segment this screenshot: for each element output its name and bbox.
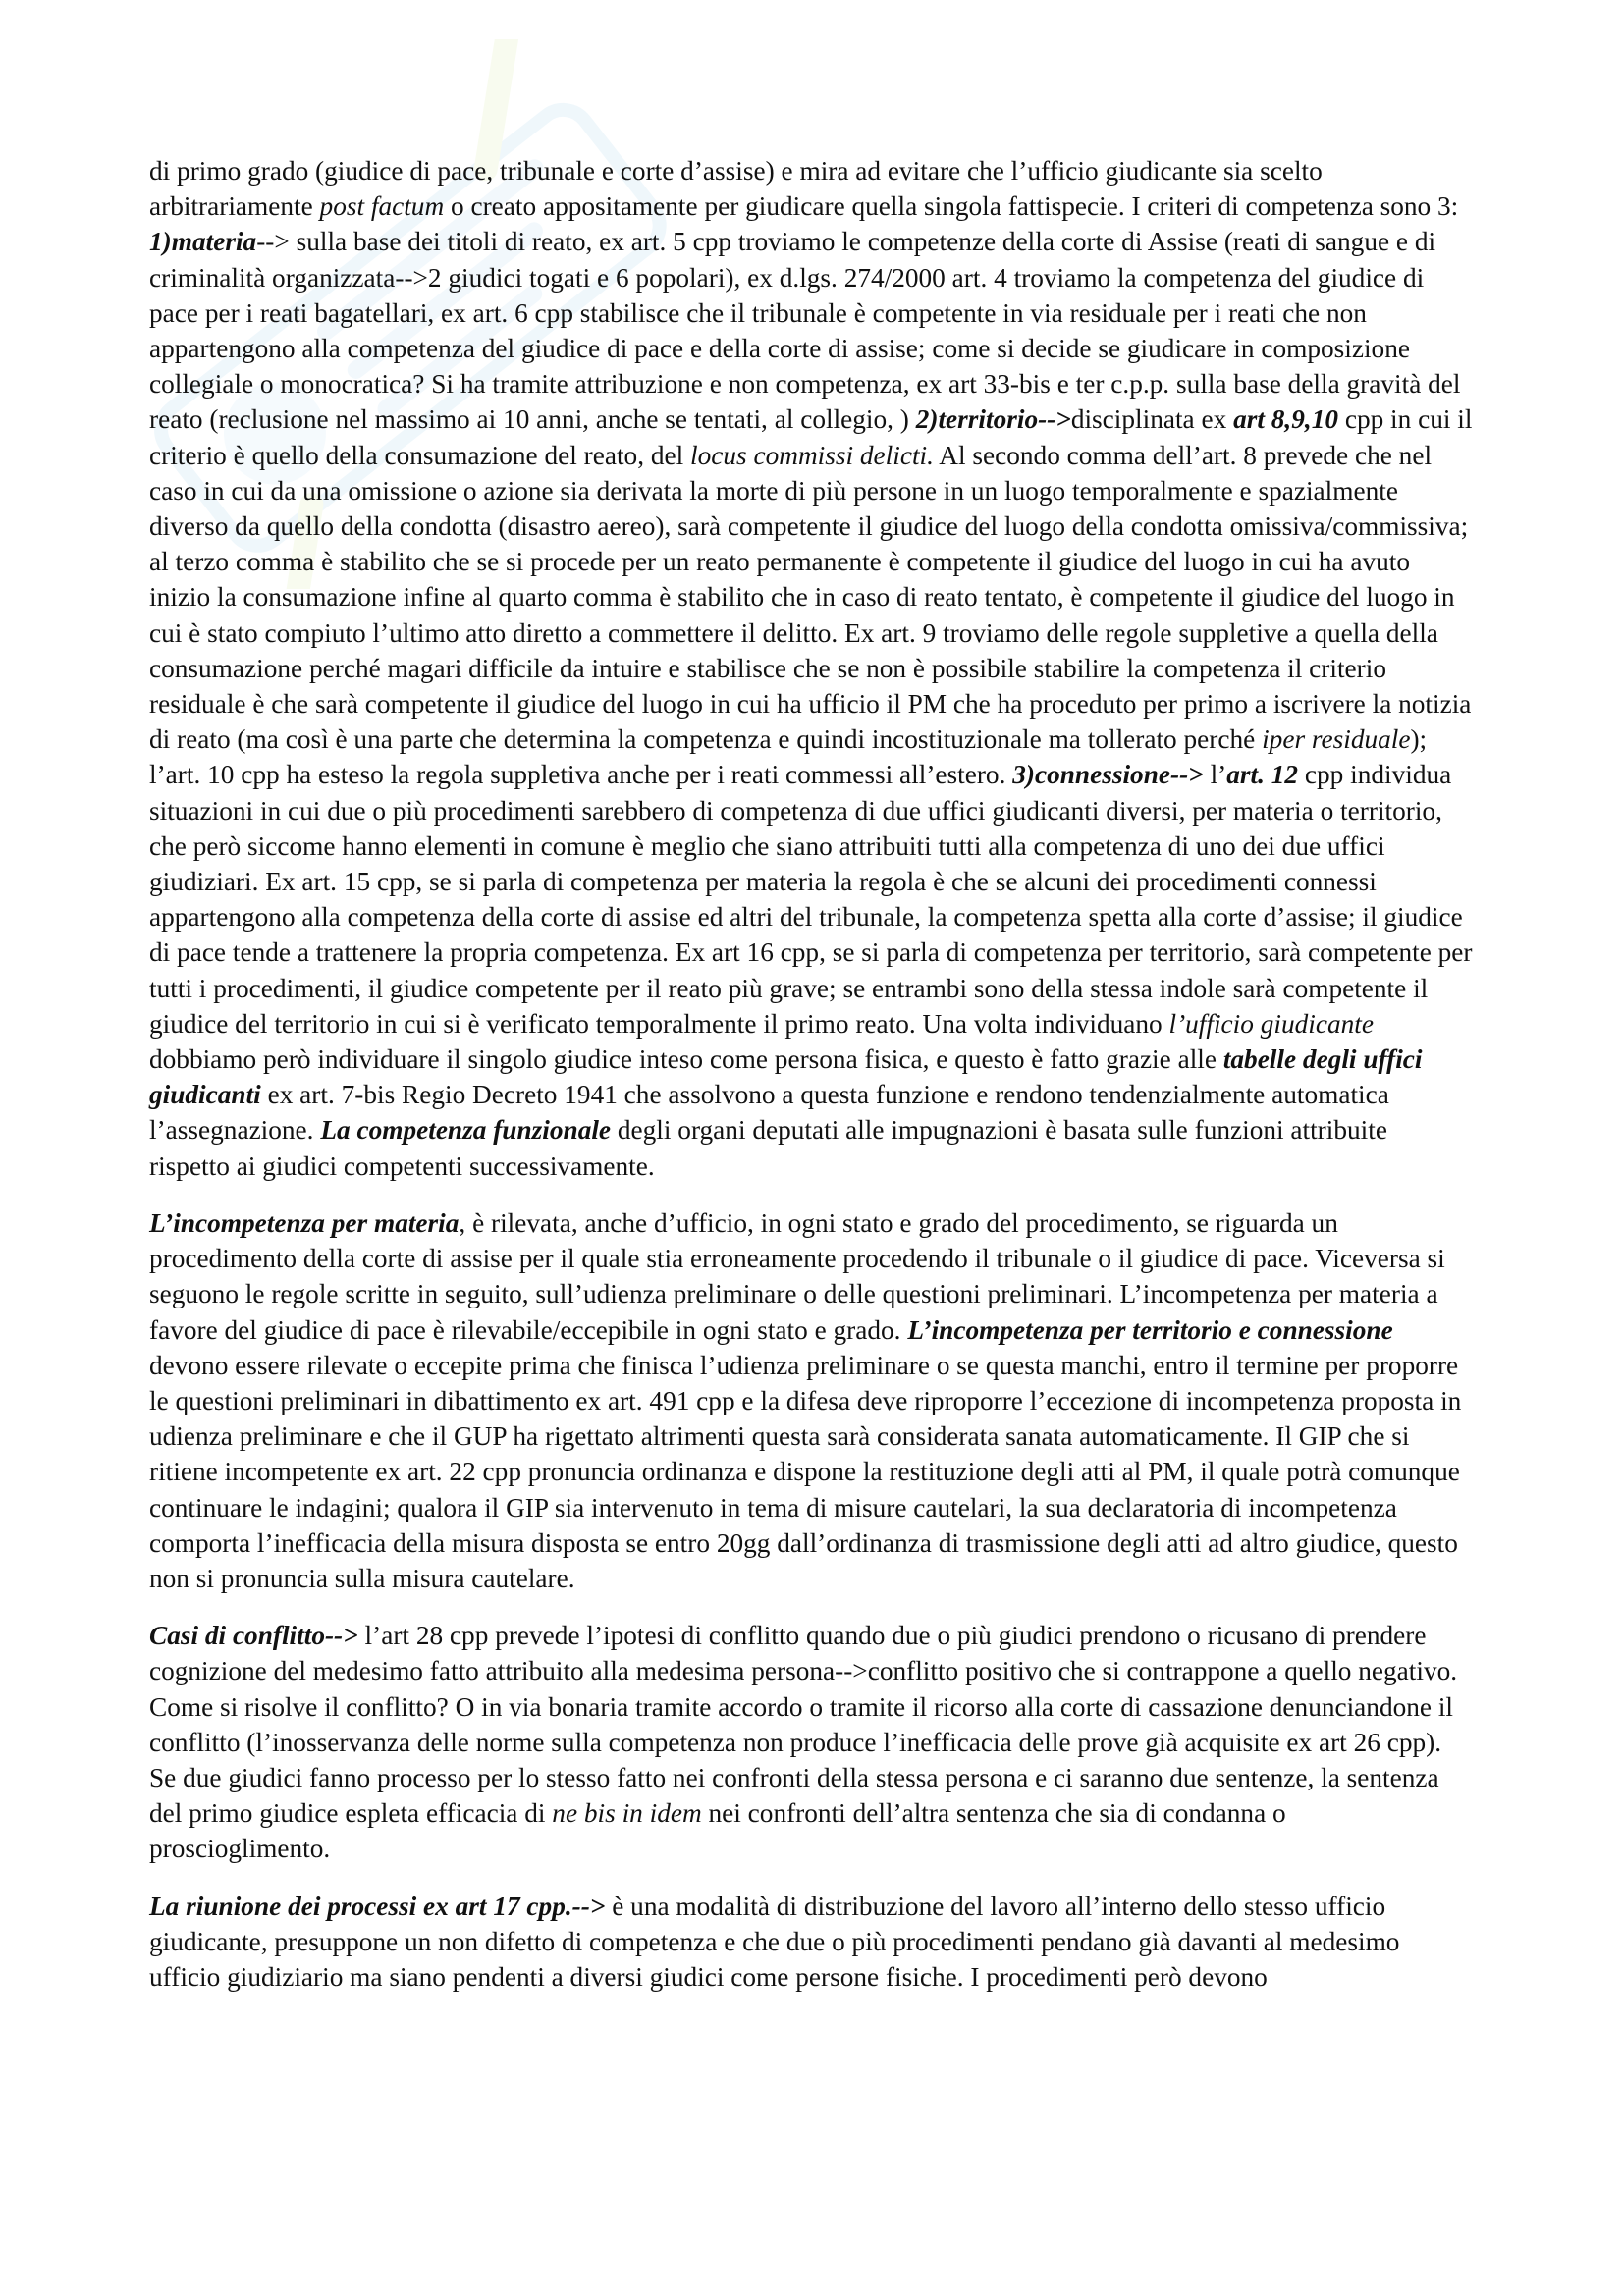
emphasis-bold-italic: La riunione dei processi ex art 17 cpp.--> (149, 1891, 606, 1921)
emphasis-bold-italic: 2)territorio--> (915, 404, 1071, 435)
paragraph-riunione (149, 1889, 1473, 1996)
text-run: ex art. 7-bis Regio Decreto 1941 che assolvono a questa funzione e rendono tendenzialmente automatica l’assegnazione. (149, 1080, 1389, 1146)
emphasis-bold-italic: L’incompetenza per territorio e connessione (907, 1314, 1393, 1345)
text-run: l’ (1210, 760, 1227, 790)
paragraph-incompetenza (149, 1205, 1473, 1596)
emphasis-italic: ne bis in idem (552, 1798, 702, 1829)
text-run: cpp individua situazioni in cui due o più procedimenti sarebbero di competenza di due uffici giudicanti diversi, per materia o territorio, che però siccome hanno elementi in comune è meglio che siano attribuiti tutti alla competenza di uno dei due uffici giudiziari. Ex art. 15 cpp, se si parla di competenza per materia la regola è che se alcuni dei procedimenti connessi appartengono alla competenza della corte di assise ed altri del tribunale, la competenza spetta alla corte d’assise; il giudice di pace tende a trattenere la propria competenza. Ex art 16 cpp, se si parla di competenza per territorio, sarà competente per tutti i procedimenti, il giudice competente per il reato più grave; se entrambi sono della stessa indole sarà competente il giudice del territorio in cui si è verificato temporalmente il primo reato. Una volta individuano (149, 760, 1473, 1039)
text-run: dobbiamo però individuare il singolo giudice inteso come persona fisica, e questo è fatto grazie alle (149, 1044, 1223, 1075)
emphasis-bold-italic: art 8,9,10 (1233, 404, 1338, 435)
text-run: disciplinata ex (1070, 404, 1234, 435)
text-run: è una modalità di distribuzione del lavoro all’interno dello stesso ufficio giudicante, presuppone un non difetto di competenza e che due o più procedimenti pendano già davanti al medesimo ufficio giudiziario ma siano pendenti a diversi giudici come persone fisiche. I procedimenti però devono (149, 1891, 1400, 1992)
emphasis-bold-italic: La competenza funzionale (320, 1115, 612, 1146)
emphasis-italic: post factum (319, 191, 445, 222)
emphasis-bold-italic: 3)connessione--> (1012, 760, 1211, 790)
text-run: o creato appositamente per giudicare quella singola fattispecie. I criteri di competenza sono 3: (444, 191, 1459, 222)
paragraph-conflitto (149, 1618, 1473, 1866)
text-run: Al secondo comma dell’art. 8 prevede che nel caso in cui da una omissione o azione sia derivata la morte di più persone in un luogo temporalmente e spazialmente diverso da quello della condotta (disastro aereo), sarà competente il giudice del luogo della condotta omissiva/commissiva; al terzo comma è stabilito che se si procede per un reato permanente è competente il giudice del luogo in cui ha avuto inizio la consumazione infine al quarto comma è stabilito che in caso di reato tentato, è competente il giudice del luogo in cui è stato compiuto l’ultimo atto diretto a commettere il delitto. Ex art. 9 troviamo delle regole suppletive a quella della consumazione perché magari difficile da intuire e stabilisce che se non è possibile stabilire la competenza il criterio residuale è che sarà competente il giudice del luogo in cui ha ufficio il PM che ha proceduto per primo a iscrivere la notizia di reato (ma così è una parte che determina la competenza e quindi incostituzionale ma tollerato perché (149, 440, 1472, 755)
text-run: di primo grado (giudice di pace, tribunale e corte d’assise) e mira ad evitare che l’ufficio giudicante sia scelto arbitrariamente (149, 156, 1323, 222)
emphasis-italic: l’ufficio giudicante (1168, 1008, 1374, 1039)
emphasis-bold-italic: L’incompetenza per materia (149, 1207, 460, 1238)
text-run: devono essere rilevate o eccepite prima che finisca l’udienza preliminare o se questa manchi, entro il termine per proporre le questioni preliminari in dibattimento ex art. 491 cpp e la difesa deve riproporre l’eccezione di incompetenza proposta in udienza preliminare e che il GUP ha rigettato altrimenti questa sarà considerata sanata automaticamente. Il GIP che si ritiene incompetente ex art. 22 cpp pronuncia ordinanza e dispone la restituzione degli atti al PM, il quale potrà comunque continuare le indagini; qualora il GIP sia intervenuto in tema di misure cautelari, la sua declaratoria di incompetenza comporta l’inefficacia della misura disposta se entro 20gg dall’ordinanza di trasmissione degli atti ad altro giudice, questo non si pronuncia sulla misura cautelare. (149, 1350, 1462, 1593)
text-run: cpp in cui il criterio è quello della consumazione del reato, del (149, 404, 1473, 470)
document-body (149, 153, 1473, 1995)
emphasis-bold-italic: art. 12 (1226, 760, 1299, 790)
paragraph-competenza (149, 153, 1473, 1184)
emphasis-italic: locus commissi delicti. (690, 440, 934, 470)
text-run: l’art 28 cpp prevede l’ipotesi di conflitto quando due o più giudici prendono o ricusano di prendere cognizione del medesimo fatto attribuito alla medesima persona-->conflitto positivo che si contrappone a quello negativo. Come si risolve il conflitto? O in via bonaria tramite accordo o tramite il ricorso alla corte di cassazione denunciandone il conflitto (l’inosservanza delle norme sulla competenza non produce l’inefficacia delle prove già acquisite ex art 26 cpp). Se due giudici fanno processo per lo stesso fatto nei confronti della stessa persona e ci saranno due sentenze, la sentenza del primo giudice espleta efficacia di (149, 1621, 1458, 1829)
emphasis-bold-italic: 1)materia (149, 227, 257, 257)
text-run: --> sulla base dei titoli di reato, ex art. 5 cpp troviamo le competenze della corte di Assise (reati di sangue e di criminalità organizzata-->2 giudici togati e 6 popolari), ex d.lgs. 274/2000 art. 4 troviamo la competenza del giudice di pace per i reati bagatellari, ex art. 6 cpp stabilisce che il tribunale è competente in via residuale per i reati che non appartengono alla competenza del giudice di pace e della corte di assise; come si decide se giudicare in composizione collegiale o monocratica? Si ha tramite attribuzione e non competenza, ex art 33-bis e ter c.p.p. sulla base della gravità del reato (reclusione nel massimo ai 10 anni, anche se tentati, al collegio, ) (149, 227, 1461, 435)
emphasis-bold-italic: tabelle degli uffici giudicanti (149, 1044, 1423, 1110)
emphasis-bold-italic: Casi di conflitto--> (149, 1621, 358, 1651)
text-run: , è rilevata, anche d’ufficio, in ogni stato e grado del procedimento, se riguarda un procedimento della corte di assise per il quale stia erroneamente procedendo il tribunale o il giudice di pace. Viceversa si seguono le regole scritte in seguito, sull’udienza preliminare o delle questioni preliminari. L’incompetenza per materia a favore del giudice di pace è rilevabile/eccepibile in ogni stato e grado. (149, 1207, 1445, 1345)
text-run: ); l’art. 10 cpp ha esteso la regola suppletiva anche per i reati commessi all’estero. (149, 724, 1428, 790)
text-run: nei confronti dell’altra sentenza che sia di condanna o proscioglimento. (149, 1798, 1286, 1864)
text-run: degli organi deputati alle impugnazioni è basata sulle funzioni attribuite rispetto ai giudici competenti successivamente. (149, 1115, 1387, 1181)
emphasis-italic: iper residuale (1262, 724, 1411, 755)
